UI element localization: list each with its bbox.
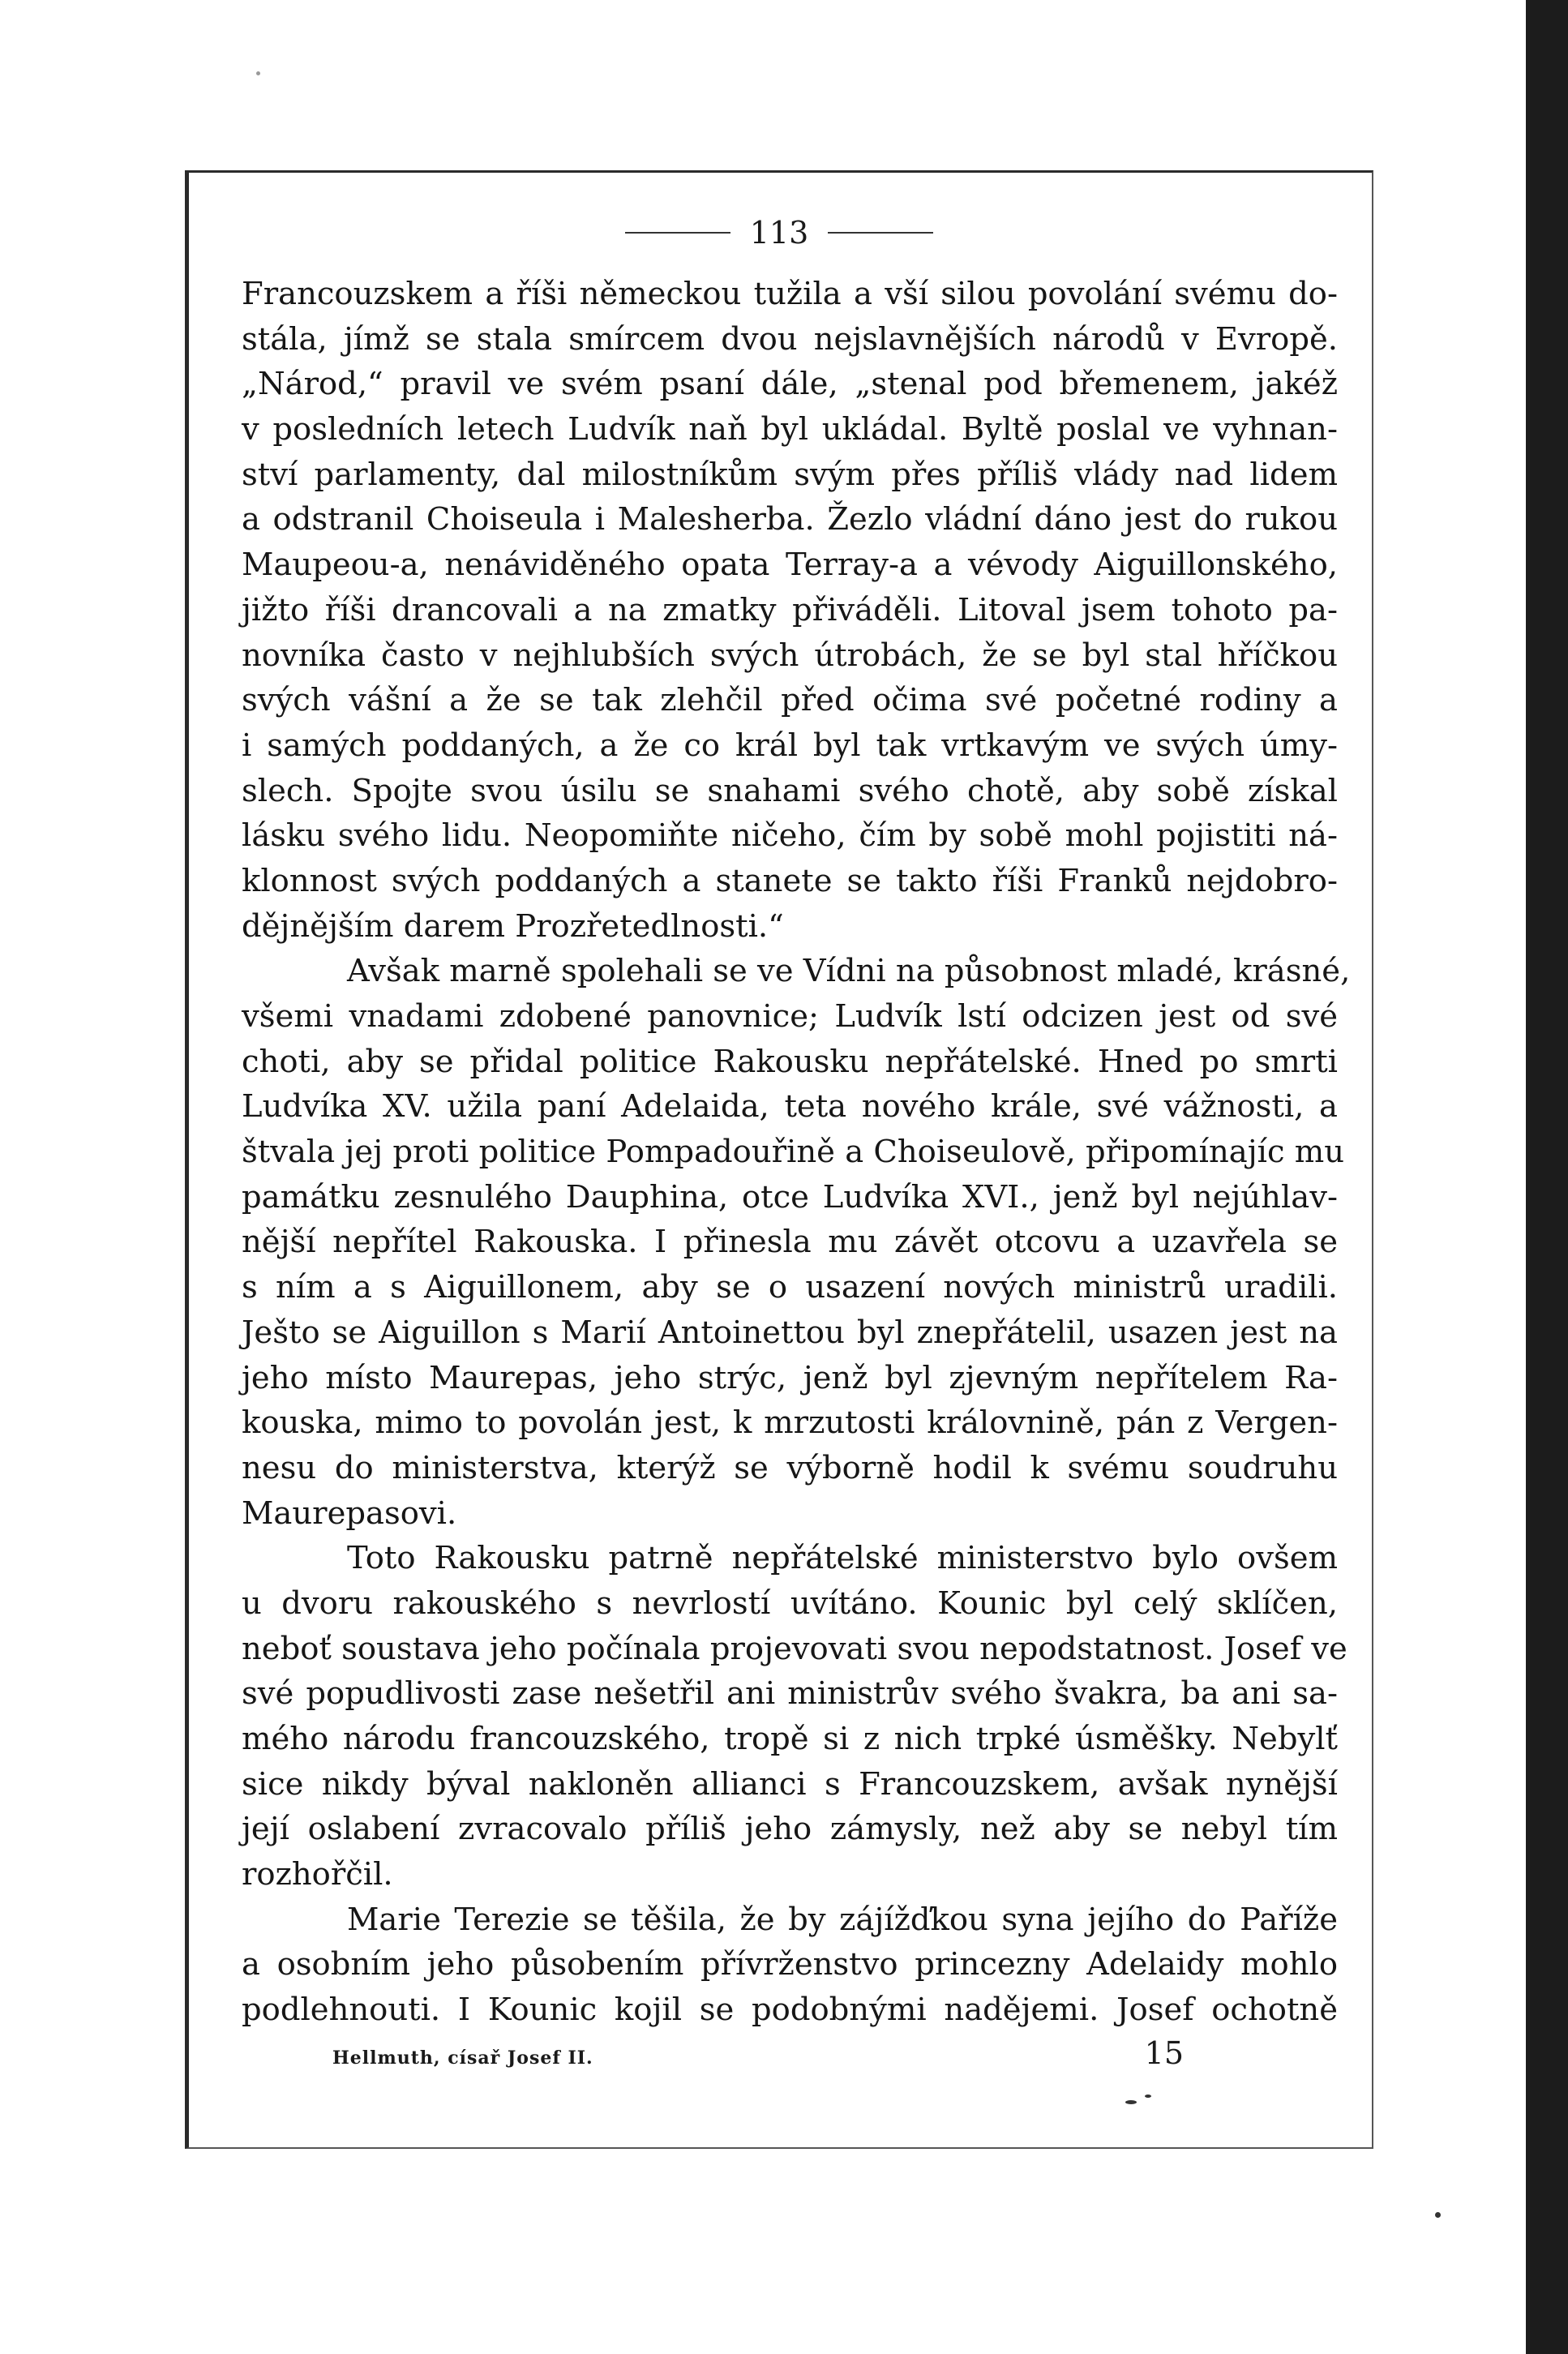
text-line: nesu do ministerstva, kterýž se výborně hodil k svému soudruhu	[242, 1449, 1338, 1486]
scan-speck	[1435, 2212, 1441, 2218]
text-line: a osobním jeho působením přívrženstvo princezny Adelaidy mohlo	[242, 1946, 1338, 1983]
text-line: jeho místo Maurepas, jeho strýc, jenž byl zjevným nepřítelem Ra-	[242, 1359, 1338, 1396]
text-line: Ludvíka XV. užila paní Adelaida, teta nového krále, své vážnosti, a	[242, 1088, 1338, 1126]
text-line: ství parlamenty, dal milostníkům svým přes příliš vlády nad lidem	[242, 456, 1338, 493]
text-line: štvala jej proti politice Pompadouřině a Choiseulově, připomínajíc mu	[242, 1134, 1345, 1171]
text-line: sice nikdy býval nakloněn allianci s Francouzskem, avšak nynější	[242, 1765, 1338, 1803]
text-line: její oslabení zvracovalo příliš jeho zámysly, než aby se nebyl tím	[242, 1811, 1338, 1848]
header-rule-right	[828, 232, 933, 234]
text-line: lásku svého lidu. Neopomiňte ničeho, čím by sobě mohl pojistiti ná-	[242, 817, 1338, 855]
text-line: své popudlivosti zase nešetřil ani ministrův svého švakra, ba ani sa-	[242, 1675, 1338, 1713]
page-header	[185, 215, 1373, 251]
text-line: „Národ,“ pravil ve svém psaní dále, „stenal pod břemenem, jakéž	[242, 366, 1338, 403]
sheet-number: 15	[1144, 2035, 1184, 2071]
scan-speck	[256, 71, 260, 75]
text-line: klonnost svých poddaných a stanete se takto říši Franků nejdobro-	[242, 862, 1338, 899]
text-line: rozhořčil.	[242, 1856, 393, 1893]
text-line: svých vášní a že se tak zlehčil před očima své početné rodiny a	[242, 682, 1338, 719]
text-line: i samých poddaných, a že co král byl tak vrtkavým ve svých úmy-	[242, 727, 1338, 764]
text-line: podlehnouti. I Kounic kojil se podobnými nadějemi. Josef ochotně	[242, 1992, 1338, 2029]
text-line: Toto Rakousku patrně nepřátelské ministerstvo bylo ovšem	[347, 1540, 1338, 1577]
text-line: a odstranil Choiseula i Malesherba. Žezlo vládní dáno jest do rukou	[242, 501, 1338, 538]
header-rule-left	[625, 232, 730, 234]
text-line: mého národu francouzského, tropě si z nich trpké úsměšky. Nebylť	[242, 1721, 1338, 1757]
text-line: nější nepřítel Rakouska. I přinesla mu závět otcovu a uzavřela se	[242, 1224, 1338, 1261]
text-line: kouska, mimo to povolán jest, k mrzutosti královnině, pán z Vergen-	[242, 1404, 1338, 1442]
text-line: Marie Terezie se těšila, že by zájížďkou syna jejího do Paříže	[347, 1901, 1338, 1938]
text-line: neboť soustava jeho počínala projevovati svou nepodstatnost. Josef ve	[242, 1630, 1347, 1667]
text-line: choti, aby se přidal politice Rakousku nepřátelské. Hned po smrti	[242, 1043, 1338, 1080]
text-line: Ješto se Aiguillon s Marií Antoinettou byl znepřátelil, usazen jest na	[242, 1314, 1338, 1351]
scan-edge-bar	[1526, 0, 1568, 2354]
body-text	[242, 272, 1351, 2033]
text-line: slech. Spojte svou úsilu se snahami svého chotě, aby sobě získal	[242, 772, 1338, 809]
text-line: památku zesnulého Dauphina, otce Ludvíka XVI., jenž byl nejúhlav-	[242, 1178, 1338, 1216]
scan-speck	[1125, 2100, 1137, 2104]
text-line: Maurepasovi.	[242, 1494, 457, 1532]
text-line: Francouzskem a říši německou tužila a vší silou povolání svému do-	[242, 276, 1338, 312]
text-line: v posledních letech Ludvík naň byl ukládal. Byltě poslal ve vyhnan-	[242, 411, 1338, 448]
text-line: dějnějším darem Prozřetedlnosti.“	[242, 907, 784, 945]
scan-speck	[1145, 2095, 1151, 2098]
text-line: Avšak marně spolehali se ve Vídni na působnost mladé, krásné,	[347, 953, 1351, 990]
text-line: novníka často v nejhlubších svých útrobách, že se byl stal hříčkou	[242, 637, 1338, 674]
page-number: 113	[749, 215, 809, 251]
text-line: s ním a s Aiguillonem, aby se o usazení nových ministrů uradili.	[242, 1269, 1338, 1306]
text-line: u dvoru rakouského s nevrlostí uvítáno. Kounic byl celý sklíčen,	[242, 1584, 1338, 1622]
text-line: všemi vnadami zdobené panovnice; Ludvík lstí odcizen jest od své	[242, 998, 1338, 1035]
text-line: jižto říši drancovali a na zmatky přiváděli. Litoval jsem tohoto pa-	[242, 591, 1338, 628]
text-line: Maupeou-a, nenáviděného opata Terray-a a vévody Aiguillonského,	[242, 547, 1338, 584]
signature-mark: Hellmuth, císař Josef II.	[332, 2047, 593, 2069]
text-line: stála, jímž se stala smírcem dvou nejslavnějších národů v Evropě.	[242, 320, 1338, 358]
page-footer	[332, 2035, 1184, 2071]
